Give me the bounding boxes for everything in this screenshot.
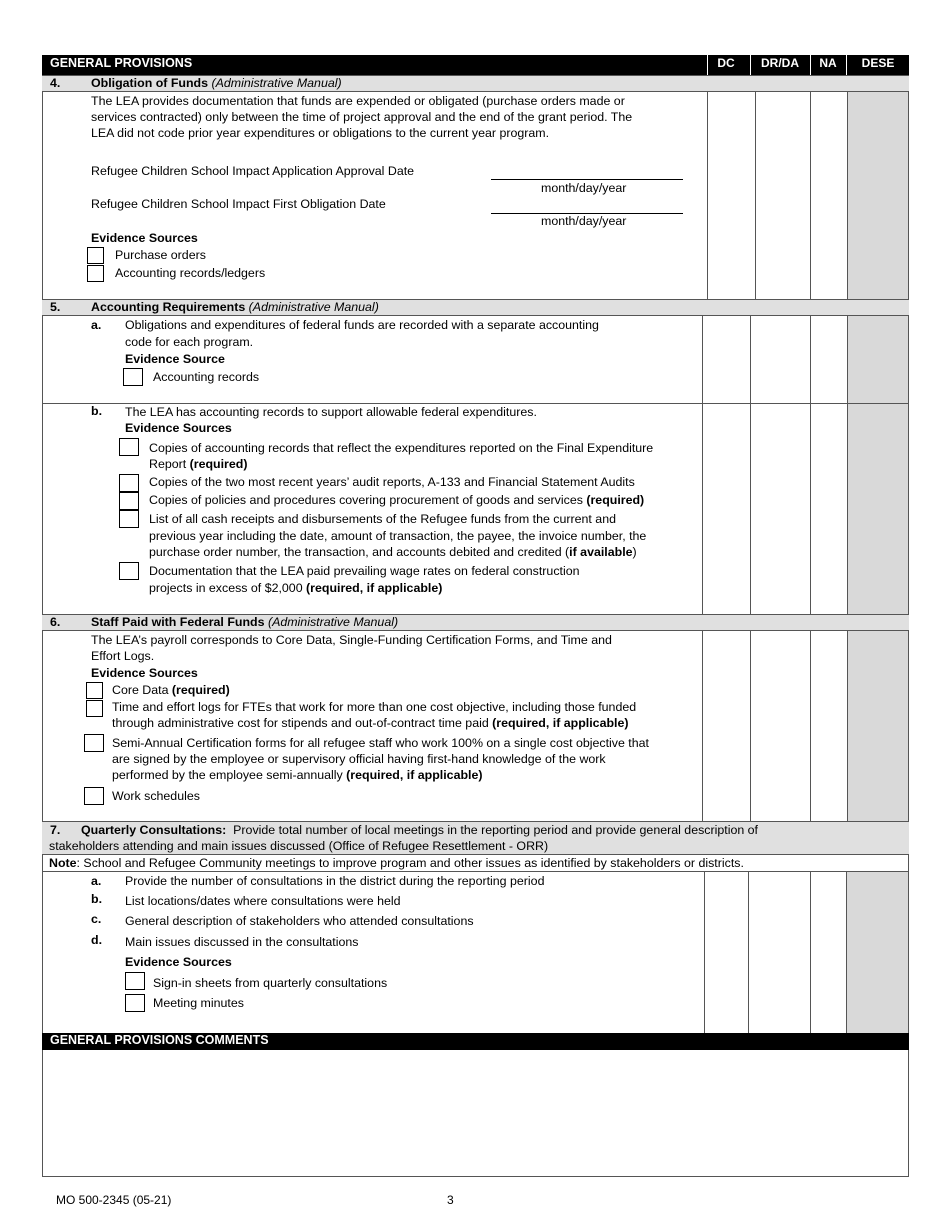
s6-evidence-line [112,715,629,731]
s5-b-evidence-line [149,580,442,596]
s6-text-line: Effort Logs. [91,649,155,663]
section-5-title [91,299,379,315]
section-7-number: 7. [50,823,61,837]
header-col-dese: DESE [861,56,895,70]
s5-b-evidence-line: previous year including the date, amount of transaction, the payee, the invoice number, the [149,529,647,543]
section-6-number: 6. [50,615,61,629]
section-7-title-line: stakeholders attending and main issues discussed (Office of Refugee Resettlement - ORR) [49,839,549,853]
section-5-title-text: Accounting Requirements [91,300,246,314]
s6-evidence-line: are signed by the employee or supervisory official having first-hand knowledge of the work [112,752,606,766]
header-divider [750,55,751,75]
dese-column-s5 [847,316,908,614]
checkbox-time-effort-logs[interactable] [86,700,103,717]
s6-text-line: The LEA’s payroll corresponds to Core Data, Single-Funding Certification Forms, and Time and [91,633,612,647]
s5-b-text: The LEA has accounting records to support allowable federal expenditures. [125,405,537,419]
s6-evidence-line: Time and effort logs for FTEs that work for more than one cost objective, including those funded [112,700,637,714]
header-divider [810,55,811,75]
col-divider [750,631,751,821]
checkbox-procurement-policies[interactable] [119,492,139,510]
section-4-title [91,75,342,91]
s6-evidence-text: performed by the employee semi-annually [112,768,347,782]
dese-column-s6 [847,631,908,821]
checkbox-semi-annual-certification[interactable] [84,734,104,752]
checkbox-final-expenditure-records[interactable] [119,438,139,456]
section-5-reference: (Administrative Manual) [248,300,379,314]
s5-b-evidence-text: projects in excess of $2,000 [149,581,307,595]
checkbox-sign-in-sheets[interactable] [125,972,145,990]
obligation-date-hint: month/day/year [541,214,627,228]
s7-item-d-text: Main issues discussed in the consultations [125,935,359,949]
s5-a-text-line: code for each program. [125,335,254,349]
header-divider [846,55,847,75]
s7-note [49,855,744,871]
checkbox-accounting-records[interactable] [123,368,143,386]
checkbox-core-data[interactable] [86,682,103,699]
col-divider [810,631,811,821]
col-divider [810,92,811,299]
col-divider [748,871,749,1033]
col-divider [810,316,811,614]
dese-column-s7 [846,871,908,1033]
approval-date-label: Refugee Children School Impact Application Approval Date [91,164,415,178]
page-number: 3 [447,1193,454,1207]
header-divider [707,55,708,75]
col-divider [847,631,848,821]
col-divider [847,316,848,614]
s5-b-evidence-line [149,456,247,472]
col-divider [750,316,751,614]
s6-evidence-line: Semi-Annual Certification forms for all refugee staff who work 100% on a single cost objective that [112,736,649,750]
note-text: : School and Refugee Community meetings to improve program and other issues as identified by stakeholders or districts. [76,856,744,870]
comments-title: GENERAL PROVISIONS COMMENTS [50,1033,269,1047]
s5-b-evidence-text: Report [149,457,190,471]
s4-text-line: services contracted) only between the time of project approval and the end of the grant period. The [91,110,633,124]
section-7-title-line [81,822,758,838]
s7-item-c-label: c. [91,912,102,926]
s6-evidence-text: Core Data [112,683,172,697]
s7-evidence-title: Evidence Sources [125,955,232,969]
s5-a-text-line: Obligations and expenditures of federal funds are recorded with a separate accounting [125,318,599,332]
if-available-tag: if available [569,545,633,559]
form-id: MO 500-2345 (05-21) [56,1193,172,1207]
col-divider [847,92,848,299]
s5-b-evidence-text: purchase order number, the transaction, and accounts debited and credited ( [149,545,570,559]
s5-item-a-label: a. [91,318,102,332]
s5-b-evidence-line [149,544,637,560]
s7-item-a-label: a. [91,874,102,888]
required-if-applicable-tag: (required, if applicable) [306,581,443,595]
s5-a-evidence-item: Accounting records [153,370,260,384]
s5-b-evidence-title: Evidence Sources [125,421,232,435]
col-divider [704,871,705,1033]
s6-evidence-text: through administrative cost for stipends and out-of-contract time paid [112,716,493,730]
s7-item-c-text: General description of stakeholders who attended consultations [125,914,474,928]
required-tag: (required) [171,683,230,697]
section-6-title-text: Staff Paid with Federal Funds [91,615,265,629]
section-4-title-text: Obligation of Funds [91,76,209,90]
general-provisions-header [42,55,909,75]
s5-item-b-label: b. [91,404,103,418]
s6-evidence-line [112,682,230,698]
s7-item-d-label: d. [91,933,103,947]
s6-evidence-title: Evidence Sources [91,666,198,680]
header-col-na: NA [819,56,837,70]
s7-note-divider [42,871,909,872]
col-divider [810,871,811,1033]
s5-b-evidence-line: Copies of accounting records that reflect the expenditures reported on the Final Expenditure [149,441,654,455]
s4-text-line: LEA did not code prior year expenditures or obligations to the current year program. [91,126,550,140]
checkbox-work-schedules[interactable] [84,787,104,805]
checkbox-accounting-ledgers[interactable] [87,265,104,282]
s5-b-evidence-line: Copies of the two most recent years’ audit reports, A-133 and Financial Statement Audits [149,475,635,489]
required-tag: (required) [189,457,248,471]
s4-evidence-item: Accounting records/ledgers [115,266,266,280]
s7-item-b-label: b. [91,892,103,906]
header-title: GENERAL PROVISIONS [50,56,193,70]
required-if-applicable-tag: (required, if applicable) [346,768,483,782]
header-col-dc: DC [717,56,735,70]
s6-evidence-line: Work schedules [112,789,200,803]
col-divider [702,631,703,821]
s5-b-evidence-line: Documentation that the LEA paid prevailing wage rates on federal construction [149,564,580,578]
obligation-date-label: Refugee Children School Impact First Obligation Date [91,197,386,211]
section-7-title-text: Quarterly Consultations: [81,823,227,837]
comments-area[interactable] [43,1050,908,1176]
required-if-applicable-tag: (required, if applicable) [492,716,629,730]
section-4-number: 4. [50,76,61,90]
s5-b-evidence-line [149,492,644,508]
note-label: Note [49,856,77,870]
required-tag: (required) [586,493,645,507]
s4-text-line: The LEA provides documentation that funds are expended or obligated (purchase orders made or [91,94,625,108]
s5-b-evidence-line: List of all cash receipts and disbursements of the Refugee funds from the current and [149,512,616,526]
section-6-title [91,614,398,630]
s4-evidence-title: Evidence Sources [91,231,198,245]
s7-evidence-item: Meeting minutes [153,996,244,1010]
section-4-reference: (Administrative Manual) [211,76,342,90]
col-divider [702,316,703,614]
s6-evidence-line [112,767,483,783]
s4-evidence-item: Purchase orders [115,248,206,262]
s7-item-b-text: List locations/dates where consultations were held [125,894,401,908]
header-col-drda: DR/DA [761,56,799,70]
s7-evidence-item: Sign-in sheets from quarterly consultations [153,976,388,990]
checkbox-audit-reports[interactable] [119,474,139,492]
section-5-number: 5. [50,300,61,314]
comments-header [42,1033,909,1050]
s7-item-a-text: Provide the number of consultations in the district during the reporting period [125,874,545,888]
s5-a-evidence-title: Evidence Source [125,352,225,366]
col-divider [707,92,708,299]
checkbox-purchase-orders[interactable] [87,247,104,264]
checkbox-meeting-minutes[interactable] [125,994,145,1012]
section-6-reference: (Administrative Manual) [267,615,399,629]
col-divider [755,92,756,299]
col-divider [846,871,847,1033]
approval-date-hint: month/day/year [541,181,627,195]
s5-b-evidence-text: ) [632,545,637,559]
section-7-text: Provide total number of local meetings in the reporting period and provide general description of [233,823,759,837]
checkbox-prevailing-wage[interactable] [119,562,139,580]
dese-column-s4 [847,92,908,299]
s5-b-evidence-text: Copies of policies and procedures covering procurement of goods and services [149,493,587,507]
checkbox-cash-receipts[interactable] [119,510,139,528]
